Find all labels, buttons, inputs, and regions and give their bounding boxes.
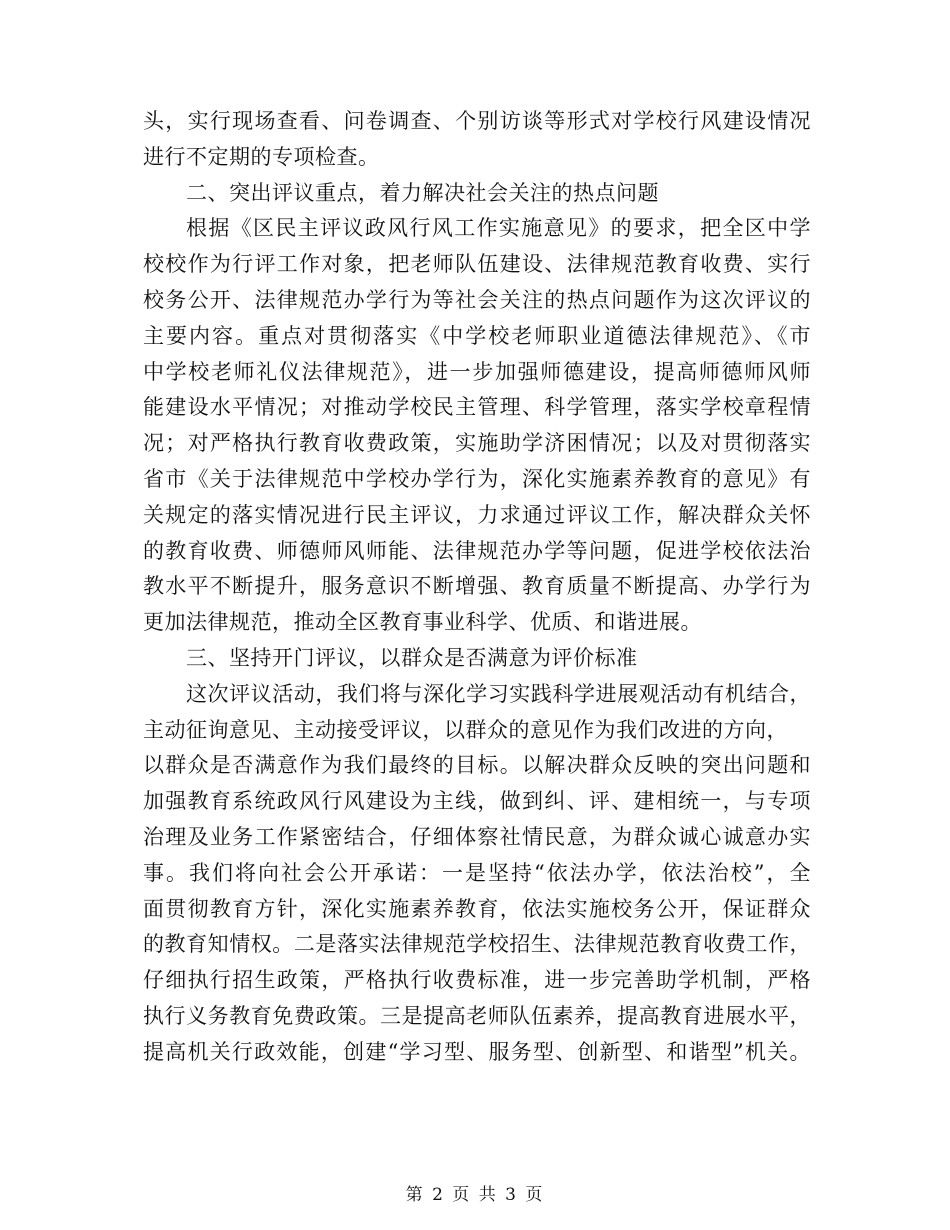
text-line: 校校作为行评工作对象，把老师队伍建设、法律规范教育收费、实行 bbox=[143, 252, 811, 277]
text-line: 执行义务教育免费政策。三是提高老师队伍素养，提高教育进展水平， bbox=[143, 1003, 811, 1028]
text-line: 的教育知情权。二是落实法律规范学校招生、法律规范教育收费工作， bbox=[143, 932, 811, 957]
text-line: 这次评议活动，我们将与深化学习实践科学进展观活动有机结合， bbox=[186, 681, 811, 706]
text-line: 更加法律规范，推动全区教育事业科学、优质、和谐进展。 bbox=[143, 610, 702, 635]
text-line: 省市《关于法律规范中学校办学行为，深化实施素养教育的意见》有 bbox=[143, 466, 811, 491]
text-line: 加强教育系统政风行风建设为主线，做到纠、评、建相统一，与专项 bbox=[143, 789, 811, 814]
text-line: 中学校老师礼仪法律规范》，进一步加强师德建设，提高师德师风师 bbox=[143, 359, 811, 384]
text-line: 以群众是否满意作为我们最终的目标。以解决群众反映的突出问题和 bbox=[143, 753, 811, 778]
text-line: 关规定的落实情况进行民主评议，力求通过评议工作，解决群众关怀 bbox=[143, 502, 811, 527]
text-line: 仔细执行招生政策，严格执行收费标准，进一步完善助学机制，严格 bbox=[143, 968, 811, 993]
text-line: 根据《区民主评议政风行风工作实施意见》的要求，把全区中学 bbox=[186, 216, 811, 241]
text-line: 的教育收费、师德师风师能、法律规范办学等问题，促进学校依法治 bbox=[143, 538, 811, 563]
text-line: 面贯彻教育方针，深化实施素养教育，依法实施校务公开，保证群众 bbox=[143, 896, 811, 921]
text-line: 主动征询意见、主动接受评议，以群众的意见作为我们改进的方向， bbox=[143, 717, 788, 742]
text-line: 提高机关行政效能，创建“学习型、服务型、创新型、和谐型”机关。 bbox=[143, 1039, 811, 1064]
text-line: 能建设水平情况；对推动学校民主管理、科学管理，落实学校章程情 bbox=[143, 395, 811, 420]
text-line: 头，实行现场查看、问卷调查、个别访谈等形式对学校行风建设情况 bbox=[143, 109, 811, 133]
text-line: 事。我们将向社会公开承诺：一是坚持“依法办学，依法治校”，全 bbox=[143, 860, 811, 885]
text-line: 治理及业务工作紧密结合，仔细体察社情民意，为群众诚心诚意办实 bbox=[143, 824, 811, 849]
text-line: 进行不定期的专项检查。 bbox=[143, 144, 380, 169]
text-line: 二、突出评议重点，着力解决社会关注的热点问题 bbox=[186, 180, 659, 205]
text-line: 校务公开、法律规范办学行为等社会关注的热点问题作为这次评议的 bbox=[143, 287, 811, 312]
page-footer: 第 2 页 共 3 页 bbox=[405, 1185, 545, 1205]
text-line: 况；对严格执行教育收费政策，实施助学济困情况；以及对贯彻落实 bbox=[143, 431, 811, 456]
text-line: 主要内容。重点对贯彻落实《中学校老师职业道德法律规范》、《市 bbox=[143, 323, 811, 348]
document-body bbox=[143, 104, 811, 1071]
text-line: 三、坚持开门评议，以群众是否满意为评价标准 bbox=[186, 645, 638, 670]
text-line: 教水平不断提升，服务意识不断增强、教育质量不断提高、办学行为 bbox=[143, 574, 811, 599]
